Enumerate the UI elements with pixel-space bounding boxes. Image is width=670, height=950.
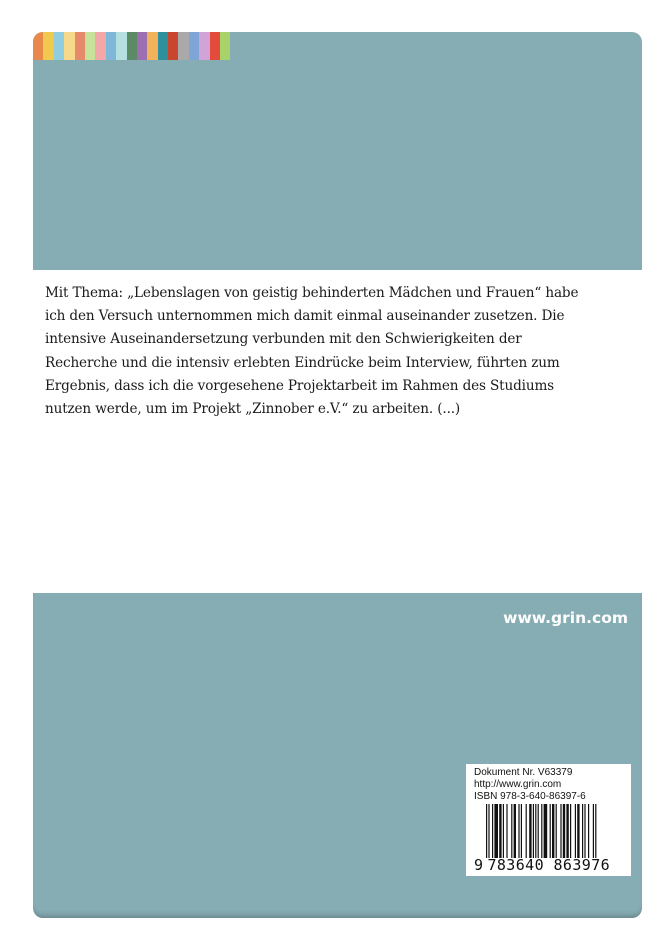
- barcode-bar: [577, 804, 579, 858]
- barcode-bar: [488, 804, 489, 858]
- barcode-bar: [538, 804, 539, 858]
- blurb-line: nutzen werde, um im Projekt „Zinnober e.V.“ zu arbeiten. (...): [45, 401, 461, 418]
- isbn-number: ISBN 978-3-640-86397-6: [474, 791, 586, 802]
- color-stripe: [116, 32, 126, 60]
- barcode-bar: [503, 804, 504, 858]
- barcode-bar: [570, 804, 571, 858]
- barcode-bar: [544, 804, 548, 858]
- cover-top-panel: [33, 32, 642, 270]
- barcode-bar: [566, 804, 568, 858]
- barcode-bar: [560, 804, 561, 858]
- color-stripe: [189, 32, 199, 60]
- barcode-bar: [506, 804, 507, 858]
- color-stripe: [43, 32, 53, 60]
- color-stripe: [33, 32, 43, 60]
- blurb-line: Recherche und die intensiv erlebten Eindrücke beim Interview, führten zum: [45, 354, 560, 371]
- color-stripe: [64, 32, 74, 60]
- isbn-label: [466, 764, 631, 876]
- barcode-bar: [518, 804, 519, 858]
- color-stripe: [220, 32, 230, 60]
- color-stripe: [106, 32, 116, 60]
- cover-bottom-panel: [33, 593, 642, 918]
- color-stripe: [127, 32, 137, 60]
- barcode-bar: [514, 804, 516, 858]
- barcode-digits: [474, 856, 629, 874]
- blurb-line: intensive Auseinandersetzung verbunden mit den Schwierigkeiten der: [45, 331, 522, 348]
- color-stripe: [75, 32, 85, 60]
- back-cover-blurb: [45, 282, 625, 421]
- barcode-bar: [526, 804, 527, 858]
- barcode-bar: [595, 804, 596, 858]
- color-stripe: [210, 32, 220, 60]
- color-stripe: [137, 32, 147, 60]
- barcode: [486, 804, 616, 858]
- color-stripe: [199, 32, 209, 60]
- isbn-meta: [474, 767, 586, 803]
- barcode-bar: [556, 804, 557, 858]
- barcode-bar: [552, 804, 554, 858]
- color-stripe: [54, 32, 64, 60]
- color-stripe: [178, 32, 188, 60]
- barcode-bar: [499, 804, 501, 858]
- barcode-bar: [494, 804, 498, 858]
- barcode-bar: [535, 804, 536, 858]
- barcode-digits-left: 783640: [487, 856, 545, 874]
- barcode-bar: [533, 804, 534, 858]
- color-stripes: [33, 32, 230, 60]
- color-stripe: [158, 32, 168, 60]
- barcode-bar: [584, 804, 585, 858]
- color-stripe: [95, 32, 105, 60]
- barcode-bar: [593, 804, 594, 858]
- barcode-bar: [582, 804, 583, 858]
- barcode-digits-right: 863976: [553, 856, 611, 874]
- color-stripe: [168, 32, 178, 60]
- barcode-bar: [541, 804, 542, 858]
- color-stripe: [85, 32, 95, 60]
- color-stripe: [147, 32, 157, 60]
- document-number: Dokument Nr. V63379: [474, 767, 573, 778]
- barcode-bar: [550, 804, 551, 858]
- barcode-bar: [521, 804, 522, 858]
- publisher-url[interactable]: www.grin.com: [503, 609, 628, 627]
- publisher-link[interactable]: http://www.grin.com: [474, 779, 562, 790]
- barcode-bar: [575, 804, 576, 858]
- blurb-line: Mit Thema: „Lebenslagen von geistig behinderten Mädchen und Frauen“ habe: [45, 285, 579, 301]
- blurb-line: ich den Versuch unternommen mich damit einmal auseinander zusetzen. Die: [45, 308, 565, 325]
- barcode-bar: [511, 804, 512, 858]
- barcode-digit-first: 9: [474, 856, 484, 874]
- barcode-bar: [486, 804, 487, 858]
- barcode-bar: [492, 804, 493, 858]
- blurb-line: Ergebnis, dass ich die vorgesehene Projektarbeit im Rahmen des Studiums: [45, 377, 555, 394]
- barcode-bar: [529, 804, 531, 858]
- barcode-bar: [588, 804, 589, 858]
- barcode-bar: [563, 804, 565, 858]
